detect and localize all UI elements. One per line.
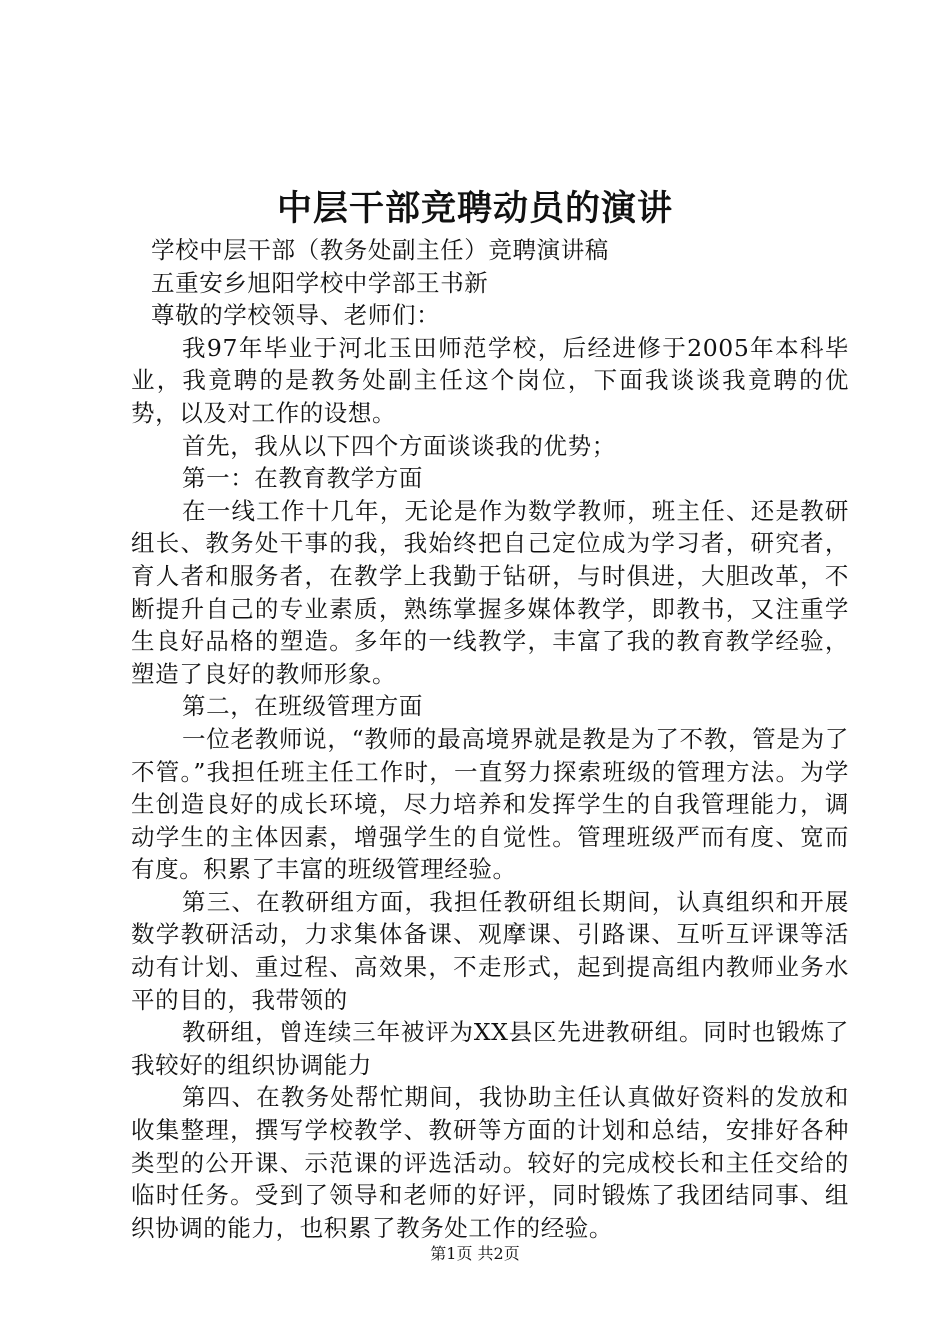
section-heading-first: 第一：在教育教学方面	[182, 464, 423, 493]
paragraph-third: 第三、在教研组方面，我担任教研组长期间，认真组织和开展数学教研活动，力求集体备课、观摩课、引路课、互听互评课等活动有计划、重过程、高效果，不走形式，起到提高组内教师业务水平的目的，我带领的	[131, 887, 849, 1014]
author-line: 五重安乡旭阳学校中学部王书新	[151, 268, 489, 297]
paragraph-intro: 我97年毕业于河北玉田师范学校，后经进修于2005年本科毕业，我竟聘的是教务处副主任这个岗位，下面我谈谈我竟聘的优势，以及对工作的设想。	[131, 333, 849, 427]
salutation-line: 尊敬的学校领导、老师们：	[151, 301, 441, 330]
paragraph-first: 在一线工作十几年，无论是作为数学教师，班主任、还是教研组长、教务处干事的我，我始终把自己定位成为学习者，研究者，育人者和服务者，在教学上我勤于钻研，与时俱进，大胆改革，不断提升自己的专业素质，熟练掌握多媒体教学，即教书，又注重学生良好品格的塑造。多年的一线教学，丰富了我的教育教学经验，塑造了良好的教师形象。	[131, 496, 849, 688]
page-footer: 第1页 共2页	[430, 1244, 520, 1263]
subtitle-line: 学校中层干部（教务处副主任）竞聘演讲稿	[151, 236, 609, 264]
paragraph-fourth: 第四、在教务处帮忙期间，我协助主任认真做好资料的发放和收集整理，撰写学校教学、教研等方面的计划和总结，安排好各种类型的公开课、示范课的评选活动。较好的完成校长和主任交给的临时任务。受到了领导和老师的好评，同时锻炼了我团结同事、组织协调的能力，也积累了教务处工作的经验。	[131, 1083, 849, 1242]
paragraph-third-continued: 教研组，曾连续三年被评为XX县区先进教研组。同时也锻炼了我较好的组织协调能力	[131, 1018, 849, 1079]
paragraph-second: 一位老教师说，“教师的最高境界就是教是为了不教，管是为了不管。”我担任班主任工作时，一直努力探索班级的管理方法。为学生创造良好的成长环境，尽力培养和发挥学生的自我管理能力，调动学生的主体因素，增强学生的自觉性。管理班级严而有度、宽而有度。积累了丰富的班级管理经验。	[131, 724, 849, 884]
document-title: 中层干部竞聘动员的演讲	[276, 188, 673, 229]
paragraph-advantages-heading: 首先，我从以下四个方面谈谈我的优势；	[182, 431, 616, 460]
section-heading-second: 第二，在班级管理方面	[182, 692, 423, 721]
document-body	[131, 234, 849, 1244]
